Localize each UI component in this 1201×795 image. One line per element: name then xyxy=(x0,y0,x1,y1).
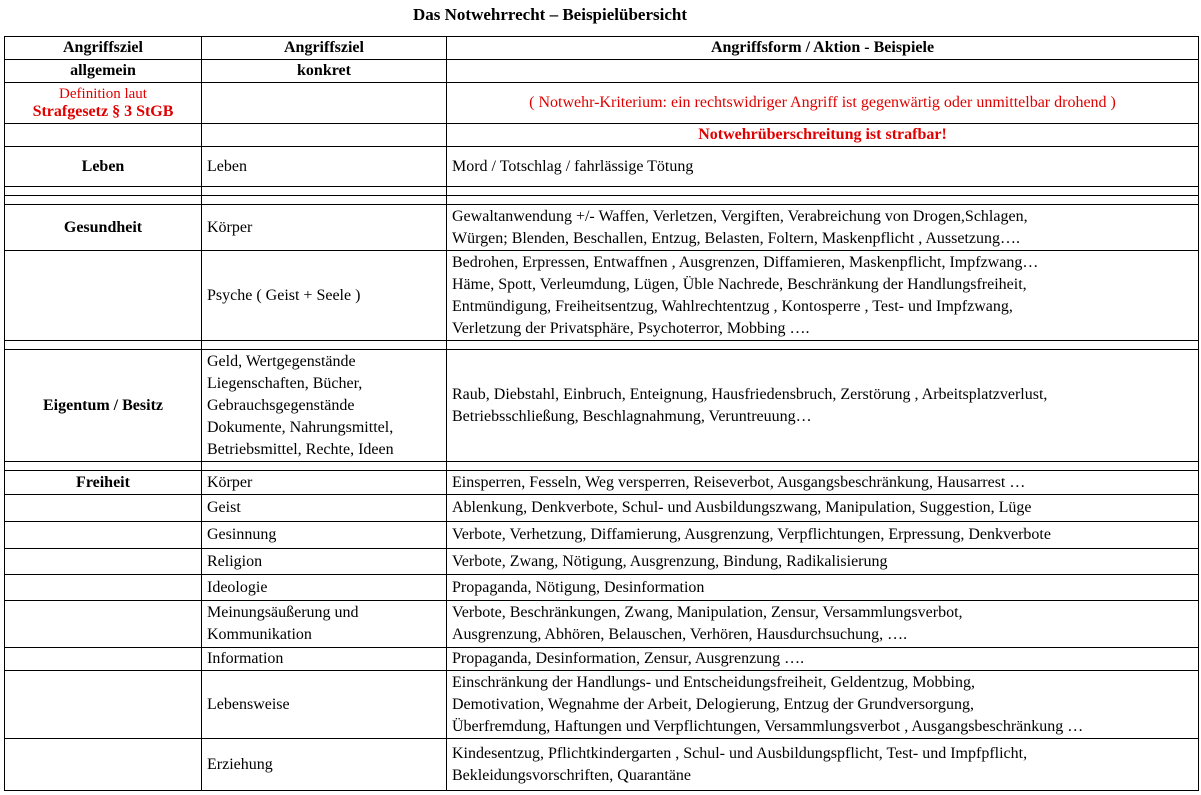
freiheit-empty xyxy=(5,671,202,739)
examples-psyche-line: Bedrohen, Erpressen, Entwaffnen , Ausgrenzen, Diffamieren, Maskenpflicht, Impfzwang… xyxy=(452,253,1039,271)
warning-text: Notwehrüberschreitung ist strafbar! xyxy=(447,124,1199,147)
examples-koerper-line: Gewaltanwendung +/- Waffen, Verletzen, Vergiften, Verabreichung von Drogen,Schlagen, xyxy=(452,207,1028,225)
definition-empty xyxy=(202,83,447,124)
concrete-religion: Religion xyxy=(202,549,447,575)
examples-lebensweise-line: Überfremdung, Haftungen und Verpflichtungen, Versammlungsverbot , Ausgangsbeschränkung … xyxy=(452,717,1084,735)
concrete-leben: Leben xyxy=(202,147,447,187)
examples-koerper-line: Würgen; Blenden, Beschallen, Entzug, Belasten, Foltern, Maskenpflicht , Aussetzung…. xyxy=(452,229,1021,247)
definition-line1: Definition laut xyxy=(59,86,147,102)
concrete-ideologie: Ideologie xyxy=(202,575,447,601)
concrete-information: Information xyxy=(202,648,447,671)
freiheit-empty xyxy=(5,575,202,601)
concrete-erziehung: Erziehung xyxy=(202,739,447,791)
examples-meinung xyxy=(447,601,1199,648)
examples-information: Propaganda, Desinformation, Zensur, Ausgrenzung …. xyxy=(447,648,1199,671)
concrete-freiheit-koerper: Körper xyxy=(202,471,447,495)
examples-gesinnung: Verbote, Verhetzung, Diffamierung, Ausgrenzung, Verpflichtungen, Erpressung, Denkverbote xyxy=(447,522,1199,549)
concrete-meinung xyxy=(202,601,447,648)
document-title: Das Notwehrrecht – Beispielübersicht xyxy=(412,5,688,24)
concrete-psyche: Psyche ( Geist + Seele ) xyxy=(202,251,447,341)
notwehr-table xyxy=(4,36,1199,791)
examples-erziehung-line: Bekleidungsvorschriften, Quarantäne xyxy=(452,766,692,784)
examples-meinung-line2: Ausgrenzung, Abhören, Belauschen, Verhören, Hausdurchsuchung, …. xyxy=(452,626,908,643)
warning-empty-1 xyxy=(5,124,202,147)
freiheit-empty xyxy=(5,648,202,671)
concrete-meinung-line1: Meinungsäußerung und xyxy=(207,604,359,621)
warning-empty-2 xyxy=(202,124,447,147)
freiheit-empty xyxy=(5,601,202,648)
concrete-eigentum xyxy=(202,350,447,462)
examples-freiheit-koerper: Einsperren, Fesseln, Weg versperren, Reiseverbot, Ausgangsbeschränkung, Hausarrest … xyxy=(447,471,1199,495)
header-col2-line1: Angriffsziel xyxy=(202,37,447,60)
examples-lebensweise-line: Einschränkung der Handlungs- und Entscheidungsfreiheit, Geldentzug, Mobbing, xyxy=(452,673,975,691)
gesundheit-empty xyxy=(5,251,202,341)
examples-psyche xyxy=(447,251,1199,341)
examples-leben: Mord / Totschlag / fahrlässige Tötung xyxy=(447,147,1199,187)
examples-erziehung xyxy=(447,739,1199,791)
header-col1-line2: allgemein xyxy=(5,60,202,83)
concrete-eigentum-line: Liegenschaften, Bücher, xyxy=(207,374,363,392)
examples-eigentum-line: Betriebsschließung, Beschlagnahmung, Veruntreuung… xyxy=(452,407,812,425)
concrete-geist: Geist xyxy=(202,495,447,522)
category-freiheit: Freiheit xyxy=(5,471,202,495)
header-col2-line2: konkret xyxy=(202,60,447,83)
concrete-meinung-line2: Kommunikation xyxy=(207,626,312,643)
examples-eigentum-line: Raub, Diebstahl, Einbruch, Enteignung, Hausfriedensbruch, Zerstörung , Arbeitsplatzverlust, xyxy=(452,385,1048,403)
header-col1-line1: Angriffsziel xyxy=(5,37,202,60)
category-leben: Leben xyxy=(5,147,202,187)
examples-erziehung-line: Kindesentzug, Pflichtkindergarten , Schul- und Ausbildungspflicht, Test- und Impfpflicht, xyxy=(452,744,1028,762)
header-col3: Angriffsform / Aktion - Beispiele xyxy=(447,37,1199,60)
freiheit-empty xyxy=(5,739,202,791)
examples-religion: Verbote, Zwang, Nötigung, Ausgrenzung, Bindung, Radikalisierung xyxy=(447,549,1199,575)
examples-lebensweise-line: Demotivation, Wegnahme der Arbeit, Delogierung, Entzug der Grundversorgung, xyxy=(452,695,974,713)
examples-psyche-line: Entmündigung, Freiheitsentzug, Wahlrechtentzug , Kontosperre , Test- und Impfzwang, xyxy=(452,297,1013,315)
examples-geist: Ablenkung, Denkverbote, Schul- und Ausbildungszwang, Manipulation, Suggestion, Lüge xyxy=(447,495,1199,522)
examples-eigentum xyxy=(447,350,1199,462)
concrete-eigentum-line: Betriebsmittel, Rechte, Ideen xyxy=(207,440,394,458)
freiheit-empty xyxy=(5,549,202,575)
category-eigentum: Eigentum / Besitz xyxy=(5,350,202,462)
concrete-eigentum-line: Gebrauchsgegenstände xyxy=(207,396,355,414)
concrete-eigentum-line: Dokumente, Nahrungsmittel, xyxy=(207,418,394,436)
header-col3-empty xyxy=(447,60,1199,83)
concrete-eigentum-line: Geld, Wertgegenstände xyxy=(207,352,356,370)
examples-koerper xyxy=(447,205,1199,251)
definition-criterion: ( Notwehr-Kriterium: ein rechtswidriger Angriff ist gegenwärtig oder unmittelbar drohend ) xyxy=(447,83,1199,124)
concrete-lebensweise: Lebensweise xyxy=(202,671,447,739)
freiheit-empty xyxy=(5,522,202,549)
examples-ideologie: Propaganda, Nötigung, Desinformation xyxy=(447,575,1199,601)
freiheit-empty xyxy=(5,495,202,522)
concrete-koerper: Körper xyxy=(202,205,447,251)
examples-psyche-line: Häme, Spott, Verleumdung, Lügen, Üble Nachrede, Beschränkung der Handlungsfreiheit, xyxy=(452,275,1027,293)
examples-meinung-line1: Verbote, Beschränkungen, Zwang, Manipulation, Zensur, Versammlungsverbot, xyxy=(452,604,963,621)
concrete-gesinnung: Gesinnung xyxy=(202,522,447,549)
examples-psyche-line: Verletzung der Privatsphäre, Psychoterror, Mobbing …. xyxy=(452,319,810,337)
definition-line2: Strafgesetz § 3 StGB xyxy=(32,103,174,120)
definition-cell xyxy=(5,83,202,124)
category-gesundheit: Gesundheit xyxy=(5,205,202,251)
examples-lebensweise xyxy=(447,671,1199,739)
